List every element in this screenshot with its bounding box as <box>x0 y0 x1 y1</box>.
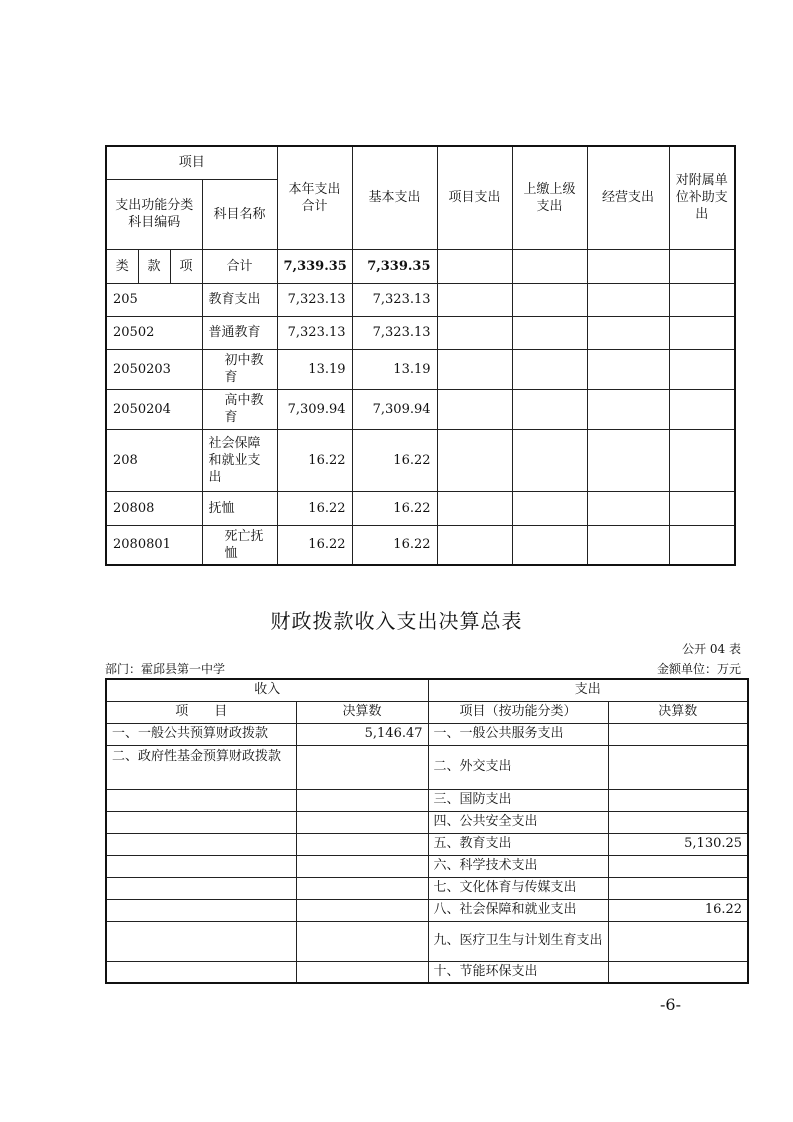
expense-amount <box>608 855 748 877</box>
expense-item: 五、教育支出 <box>428 833 608 855</box>
row-total: 16.22 <box>277 525 352 565</box>
row-basic: 13.19 <box>352 349 437 389</box>
row-total: 13.19 <box>277 349 352 389</box>
row-basic: 16.22 <box>352 525 437 565</box>
header-amount: 决算数 <box>296 701 428 723</box>
header-xiang: 项 <box>170 249 202 283</box>
row-code: 208 <box>106 429 202 491</box>
income-amount <box>296 877 428 899</box>
expense-amount <box>608 921 748 961</box>
header-item: 项 目 <box>106 701 296 723</box>
expense-amount: 5,130.25 <box>608 833 748 855</box>
header-business: 经营支出 <box>587 146 669 249</box>
row-code: 2050203 <box>106 349 202 389</box>
row-name: 普通教育 <box>202 316 277 349</box>
table-row <box>106 833 748 855</box>
row-basic: 7,323.13 <box>352 316 437 349</box>
row-code: 20502 <box>106 316 202 349</box>
income-item <box>106 855 296 877</box>
row-code: 2080801 <box>106 525 202 565</box>
income-amount <box>296 961 428 983</box>
table-row <box>106 723 748 745</box>
income-item: 二、政府性基金预算财政拨款 <box>106 745 296 789</box>
table-row <box>106 899 748 921</box>
sum-basic: 7,339.35 <box>352 249 437 283</box>
header-basic: 基本支出 <box>352 146 437 249</box>
expense-amount <box>608 789 748 811</box>
income-amount <box>296 811 428 833</box>
income-amount <box>296 789 428 811</box>
income-item <box>106 833 296 855</box>
income-item <box>106 921 296 961</box>
expense-amount <box>608 723 748 745</box>
income-amount: 5,146.47 <box>296 723 428 745</box>
row-basic: 7,323.13 <box>352 283 437 316</box>
expense-amount: 16.22 <box>608 899 748 921</box>
expense-item: 四、公共安全支出 <box>428 811 608 833</box>
table-row <box>106 789 748 811</box>
header-subsidiary: 对附属单位补助支出 <box>669 146 735 249</box>
expense-item: 七、文化体育与传媒支出 <box>428 877 608 899</box>
table-row <box>106 349 735 389</box>
expense-item: 十、节能环保支出 <box>428 961 608 983</box>
table2-title: 财政拨款收入支出决算总表 <box>270 609 523 633</box>
sum-total: 7,339.35 <box>277 249 352 283</box>
table-row <box>106 491 735 525</box>
row-basic: 16.22 <box>352 429 437 491</box>
expense-amount <box>608 877 748 899</box>
row-name: 社会保障和就业支出 <box>202 429 277 491</box>
header-item-func: 项目（按功能分类） <box>428 701 608 723</box>
table-row <box>106 877 748 899</box>
header-expense: 支出 <box>428 679 748 701</box>
table-row <box>106 961 748 983</box>
row-code: 20808 <box>106 491 202 525</box>
row-name: 教育支出 <box>202 283 277 316</box>
income-item <box>106 899 296 921</box>
header-amount2: 决算数 <box>608 701 748 723</box>
page-number: -6- <box>660 995 681 1014</box>
row-basic: 16.22 <box>352 491 437 525</box>
row-total: 7,323.13 <box>277 316 352 349</box>
expense-item: 二、外交支出 <box>428 745 608 789</box>
amount-unit: 金额单位：万元 <box>656 662 741 676</box>
header-func-code: 支出功能分类科目编码 <box>106 179 202 249</box>
expense-item: 三、国防支出 <box>428 789 608 811</box>
table-row <box>106 389 735 429</box>
sum-label: 合计 <box>202 249 277 283</box>
header-project: 项目 <box>106 146 277 179</box>
row-name: 初中教育 <box>202 349 277 389</box>
sum-row <box>106 249 735 283</box>
header-kuan: 款 <box>138 249 170 283</box>
expense-item: 九、医疗卫生与计划生育支出 <box>428 921 608 961</box>
row-code: 205 <box>106 283 202 316</box>
expense-item: 八、社会保障和就业支出 <box>428 899 608 921</box>
income-amount <box>296 833 428 855</box>
row-total: 16.22 <box>277 491 352 525</box>
header-project-expense: 项目支出 <box>437 146 512 249</box>
income-item <box>106 877 296 899</box>
expenditure-table <box>105 145 736 566</box>
expense-amount <box>608 745 748 789</box>
header-upper: 上缴上级支出 <box>512 146 587 249</box>
row-total: 7,309.94 <box>277 389 352 429</box>
income-amount <box>296 855 428 877</box>
income-amount <box>296 745 428 789</box>
expense-item: 一、一般公共服务支出 <box>428 723 608 745</box>
row-total: 16.22 <box>277 429 352 491</box>
department: 部门：霍邱县第一中学 <box>105 662 226 676</box>
header-subject-name: 科目名称 <box>202 179 277 249</box>
income-amount <box>296 899 428 921</box>
table-row <box>106 921 748 961</box>
table-row <box>106 316 735 349</box>
row-basic: 7,309.94 <box>352 389 437 429</box>
row-name: 高中教育 <box>202 389 277 429</box>
header-total: 本年支出合计 <box>277 146 352 249</box>
form-number: 公开 04 表 <box>682 642 741 656</box>
table-row <box>106 525 735 565</box>
table-row <box>106 745 748 789</box>
expense-amount <box>608 961 748 983</box>
header-income: 收入 <box>106 679 428 701</box>
income-amount <box>296 921 428 961</box>
header-lei: 类 <box>106 249 138 283</box>
expense-amount <box>608 811 748 833</box>
row-name: 死亡抚恤 <box>202 525 277 565</box>
income-item <box>106 789 296 811</box>
fiscal-summary-table <box>105 678 749 984</box>
income-item: 一、一般公共预算财政拨款 <box>106 723 296 745</box>
table-row <box>106 811 748 833</box>
table-row <box>106 429 735 491</box>
income-item <box>106 961 296 983</box>
row-code: 2050204 <box>106 389 202 429</box>
row-total: 7,323.13 <box>277 283 352 316</box>
row-name: 抚恤 <box>202 491 277 525</box>
table-row <box>106 855 748 877</box>
table-row <box>106 283 735 316</box>
income-item <box>106 811 296 833</box>
expense-item: 六、科学技术支出 <box>428 855 608 877</box>
